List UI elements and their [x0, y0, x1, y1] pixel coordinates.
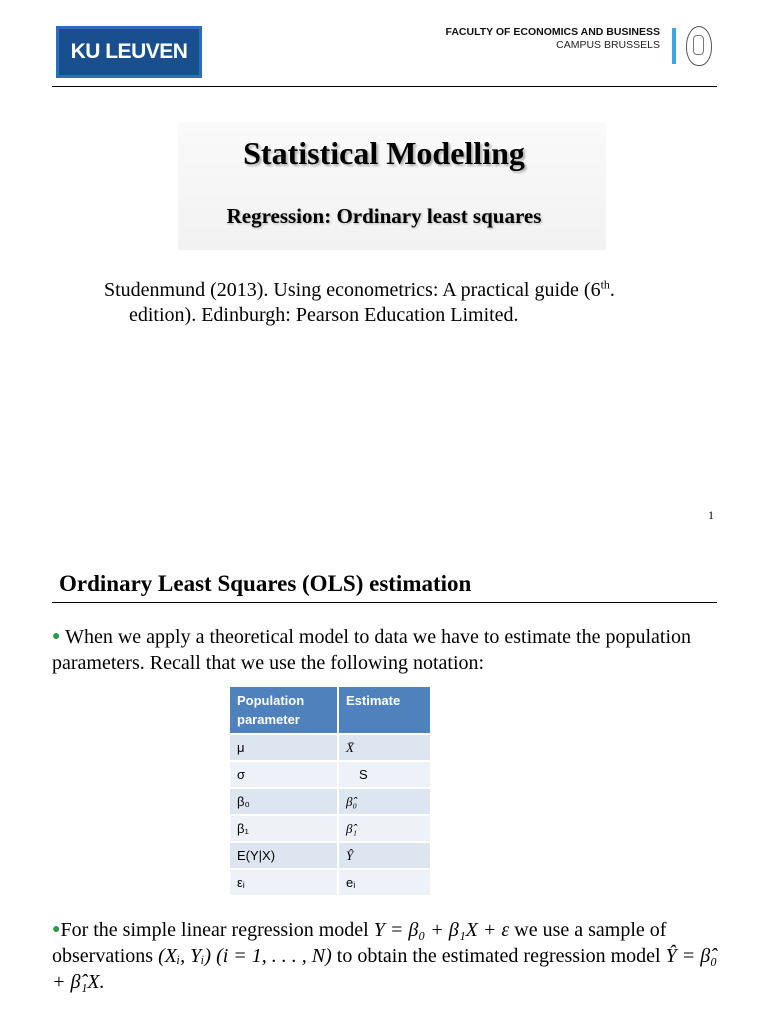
bullet-icon: ● — [52, 629, 61, 644]
table-cell-parameter: β₀ — [230, 788, 338, 815]
seal-emblem — [693, 35, 704, 55]
table-cell-parameter: β₁ — [230, 815, 338, 842]
table-cell-parameter: εᵢ — [230, 869, 338, 896]
bullet2-text-3: to obtain the estimated regression model — [331, 945, 666, 967]
header-population-parameter: Population parameter — [230, 687, 338, 734]
bullet-paragraph-1 — [52, 624, 722, 676]
bullet2-text-2: we use a sample of observations — [52, 919, 667, 967]
table-cell-estimate: β̂₀ — [338, 788, 431, 815]
table-cell-estimate: eᵢ — [338, 869, 431, 896]
notation-table — [230, 687, 432, 897]
slide-title: Statistical Modelling — [243, 135, 525, 171]
table-cell-estimate: X̄ — [338, 734, 431, 761]
reference-line1: Studenmund (2013). Using econometrics: A practical guide (6 — [104, 279, 601, 301]
observations-formula: (Xᵢ, Yᵢ) (i = 1, . . . , N) — [158, 945, 332, 967]
reference-line1-end: . — [609, 279, 615, 301]
bullet-paragraph-2 — [52, 917, 732, 995]
header-estimate: Estimate — [338, 687, 431, 734]
estimated-model-formula: Ŷ = β̂₀ + β̂₁X. — [52, 945, 718, 993]
table-cell-parameter: E(Y|X) — [230, 842, 338, 869]
page-number: 1 — [708, 508, 714, 522]
bullet-icon: ● — [52, 922, 61, 937]
ku-leuven-logo — [56, 26, 202, 78]
regression-model-formula: Y = β₀ + β₁X + ε — [373, 919, 510, 941]
table-cell-estimate: β̂₁ — [338, 815, 431, 842]
header-rule — [52, 86, 717, 87]
reference-line2: edition). Edinburgh: Pearson Education Limited. — [129, 304, 519, 326]
logo-text: KU LEUVEN — [70, 40, 188, 63]
accent-divider — [672, 28, 676, 64]
reference-citation — [104, 278, 704, 328]
campus-name: CAMPUS BRUSSELS — [556, 39, 660, 51]
table-row — [230, 761, 431, 788]
table-row — [230, 815, 431, 842]
faculty-name: FACULTY OF ECONOMICS AND BUSINESS — [445, 26, 660, 38]
reference-superscript: th — [600, 277, 610, 292]
faculty-label — [446, 26, 661, 52]
table-cell-estimate: Ŷ — [338, 842, 431, 869]
slide-subtitle: Regression: Ordinary least squares — [226, 204, 542, 228]
table-header-row — [230, 687, 431, 734]
section-heading: Ordinary Least Squares (OLS) estimation — [59, 571, 472, 596]
table-cell-estimate: S — [338, 761, 431, 788]
heading-rule — [52, 602, 717, 603]
table-row — [230, 788, 431, 815]
table-row — [230, 734, 431, 761]
bullet2-text-1: For the simple linear regression model — [60, 919, 374, 941]
table-row — [230, 842, 431, 869]
table-cell-parameter: σ — [230, 761, 338, 788]
table-cell-parameter: μ — [230, 734, 338, 761]
university-seal-icon — [686, 26, 712, 66]
table-row — [230, 869, 431, 896]
bullet-text-1: When we apply a theoretical model to data we have to estimate the population parameters. Recall that we use the following notation: — [52, 626, 691, 674]
